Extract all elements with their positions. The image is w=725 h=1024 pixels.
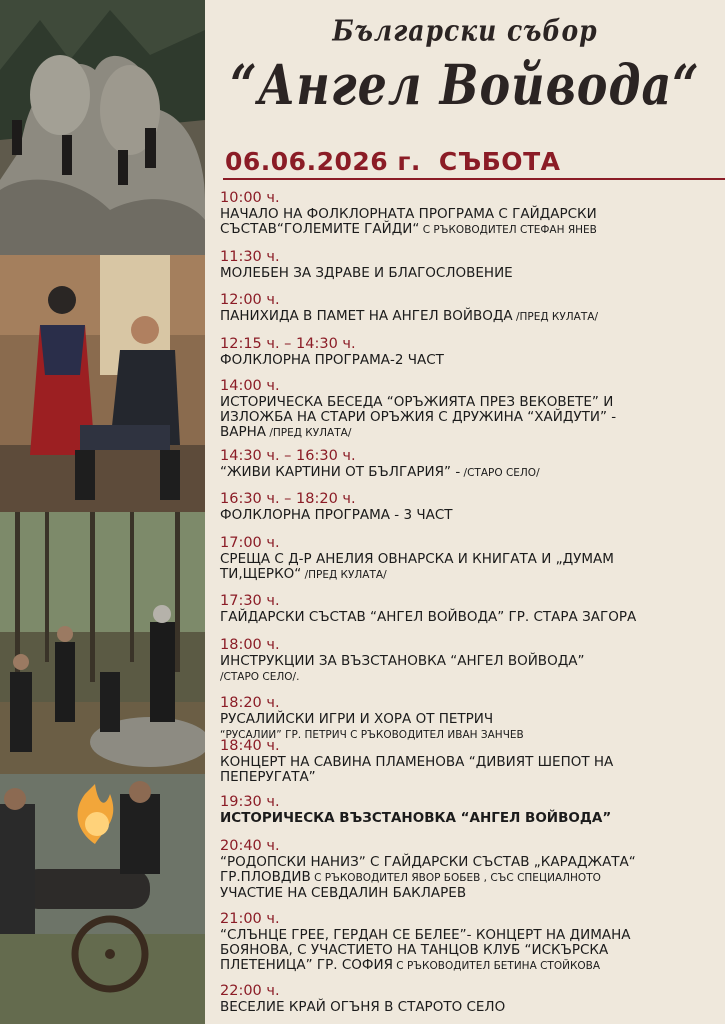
- description-text: ФОЛКЛОРНА ПРОГРАМА - 3 ЧАСТ: [220, 507, 453, 523]
- description-line: [220, 425, 720, 441]
- description-text: ГР.ПЛОВДИВ: [220, 869, 311, 885]
- description-line: [220, 508, 720, 523]
- photo-haiduti-in-forest: [0, 512, 205, 774]
- program-description: [220, 1000, 720, 1015]
- description-line: [220, 222, 720, 238]
- description-text: ПЛЕТЕНИЦА” ГР. СОФИЯ: [220, 957, 393, 973]
- date-weekday: СЪБОТА: [438, 147, 561, 176]
- photo-column: [0, 0, 205, 1024]
- program-time: 17:00 ч.: [220, 535, 280, 551]
- description-line: [220, 870, 720, 886]
- program-time: 18:40 ч.: [220, 738, 280, 754]
- program-item: [220, 336, 720, 368]
- description-text: ТИ,ЩЕРКО“: [220, 566, 302, 582]
- description-line: [220, 943, 720, 958]
- program-item: [220, 535, 720, 583]
- program-item: [220, 983, 720, 1015]
- program-description: [220, 395, 720, 441]
- description-line: [220, 353, 720, 368]
- description-line: [220, 1000, 720, 1015]
- program-description: [220, 309, 720, 325]
- program-item: [220, 738, 720, 785]
- description-text: “РОДОПСКИ НАНИЗˮ С ГАЙДАРСКИ СЪСТАВ „КАРАДЖАТА“: [220, 854, 636, 870]
- program-item: [220, 911, 720, 974]
- description-line: [220, 958, 720, 974]
- program-description: [220, 855, 720, 901]
- program-description: [220, 508, 720, 523]
- description-text: ПАНИХИДА В ПАМЕТ НА АНГЕЛ ВОЙВОДА: [220, 308, 513, 324]
- program-item: [220, 593, 720, 625]
- program-description: [220, 552, 720, 583]
- program-item: [220, 794, 720, 826]
- description-line: [220, 395, 720, 410]
- program-item: [220, 695, 720, 743]
- photo-couple-in-costumes: [0, 255, 205, 512]
- program-description: [220, 353, 720, 368]
- program-item: [220, 491, 720, 523]
- description-line: [220, 669, 720, 685]
- program-time: 14:00 ч.: [220, 378, 280, 394]
- program-description: [220, 755, 720, 785]
- date-divider: [223, 178, 725, 180]
- program-item: [220, 838, 720, 901]
- program-time: 18:20 ч.: [220, 695, 280, 711]
- event-subtitle: Български събор: [332, 13, 598, 48]
- description-text: ГАЙДАРСКИ СЪСТАВ “АНГЕЛ ВОЙВОДА” ГР. СТАРА ЗАГОРА: [220, 609, 637, 625]
- event-title: “Ангел Войвода“: [230, 52, 700, 118]
- date-day: 06.06.2026 г.: [225, 147, 421, 176]
- description-note: “РУСАЛИИ” ГР. ПЕТРИЧ С РЪКОВОДИТЕЛ ИВАН ЗАНЧЕВ: [220, 729, 524, 741]
- description-note: , СЪС СПЕЦИАЛНОТО: [480, 872, 601, 884]
- program-time: 19:30 ч.: [220, 794, 280, 810]
- description-note: С РЪКОВОДИТЕЛ БЕТИНА СТОЙКОВА: [392, 960, 601, 972]
- description-line: [220, 410, 720, 425]
- description-text: ВАРНА: [220, 424, 267, 440]
- program-time: 21:00 ч.: [220, 911, 280, 927]
- program-time: 18:00 ч.: [220, 637, 280, 653]
- description-text: ИЗЛОЖБА НА СТАРИ ОРЪЖИЯ С ДРУЖИНА “ХАЙДУТИ” -: [220, 409, 617, 425]
- description-text: ИНСТРУКЦИИ ЗА ВЪЗСТАНОВКА “АНГЕЛ ВОЙВОДА”: [220, 653, 585, 669]
- program-time: 12:00 ч.: [220, 292, 280, 308]
- program-item: [220, 249, 720, 281]
- program-item: [220, 448, 720, 481]
- program-description: [220, 928, 720, 974]
- description-text: ИСТОРИЧЕСКА ВЪЗСТАНОВКА “АНГЕЛ ВОЙВОДА”: [220, 810, 612, 826]
- description-line: [220, 770, 720, 785]
- description-text: УЧАСТИЕ НА СЕВДАЛИН БАКЛАРЕВ: [220, 885, 467, 901]
- program-item: [220, 292, 720, 325]
- program-time: 22:00 ч.: [220, 983, 280, 999]
- description-text: БОЯНОВА, С УЧАСТИЕТО НА ТАНЦОВ КЛУБ “ИСКЪРСКА: [220, 942, 609, 958]
- description-note: /ПРЕД КУЛАТА/: [266, 427, 352, 439]
- description-text: “ЖИВИ КАРТИНИ ОТ БЪЛГАРИЯ” -: [220, 464, 461, 480]
- description-line: [220, 610, 720, 625]
- program-time: 12:15 ч. – 14:30 ч.: [220, 336, 356, 352]
- program-description: [220, 207, 720, 238]
- description-text: РУСАЛИЙСКИ ИГРИ И ХОРА ОТ ПЕТРИЧ: [220, 711, 494, 727]
- description-line: [220, 465, 720, 481]
- description-note: С РЪКОВОДИТЕЛ СТЕФАН ЯНЕВ: [419, 224, 597, 236]
- description-note: С РЪКОВОДИТЕЛ ЯВОР БОБЕВ: [310, 872, 481, 884]
- description-line: [220, 928, 720, 943]
- description-text: ВЕСЕЛИЕ КРАЙ ОГЪНЯ В СТАРОТО СЕЛО: [220, 999, 506, 1015]
- photo-haiduti-on-rocks: [0, 0, 205, 255]
- description-note: /ПРЕД КУЛАТА/: [512, 311, 598, 323]
- description-text: СРЕЩА С Д-Р АНЕЛИЯ ОВНАРСКА И КНИГАТА И „ДУМАМ: [220, 551, 614, 567]
- description-text: “СЛЪНЦЕ ГРЕЕ, ГЕРДАН СЕ БЕЛЕЕ”- КОНЦЕРТ НА ДИМАНА: [220, 927, 631, 943]
- description-line: [220, 207, 720, 222]
- description-text: ПЕПЕРУГАТА”: [220, 769, 316, 785]
- program-description: [220, 654, 720, 685]
- description-text: СЪСТАВ“ГОЛЕМИТЕ ГАЙДИ“: [220, 221, 420, 237]
- description-line: [220, 886, 720, 901]
- description-line: [220, 712, 720, 727]
- program-description: [220, 610, 720, 625]
- program-time: 16:30 ч. – 18:20 ч.: [220, 491, 356, 507]
- description-line: [220, 266, 720, 281]
- description-text: НАЧАЛО НА ФОЛКЛОРНАТА ПРОГРАМА С ГАЙДАРСКИ: [220, 206, 597, 222]
- program-item: [220, 637, 720, 685]
- description-note: /СТАРО СЕЛО/: [460, 467, 540, 479]
- description-line: [220, 567, 720, 583]
- program-panel: [205, 0, 725, 1024]
- program-description: [220, 465, 720, 481]
- program-time: 14:30 ч. – 16:30 ч.: [220, 448, 356, 464]
- program-item: [220, 190, 720, 238]
- program-time: 20:40 ч.: [220, 838, 280, 854]
- program-item: [220, 378, 720, 441]
- photo-cannon-fire: [0, 774, 205, 1024]
- description-note: /ПРЕД КУЛАТА/: [301, 569, 387, 581]
- description-text: КОНЦЕРТ НА САВИНА ПЛАМЕНОВА “ДИВИЯТ ШЕПОТ НА: [220, 754, 614, 770]
- program-description: [220, 811, 720, 826]
- description-text: ФОЛКЛОРНА ПРОГРАМА-2 ЧАСТ: [220, 352, 444, 368]
- program-time: 17:30 ч.: [220, 593, 280, 609]
- description-line: [220, 855, 720, 870]
- event-date: [225, 147, 560, 176]
- description-text: ИСТОРИЧЕСКА БЕСЕДА “ОРЪЖИЯТА ПРЕЗ ВЕКОВЕТЕ” И: [220, 394, 614, 410]
- description-line: [220, 552, 720, 567]
- program-description: [220, 266, 720, 281]
- description-line: [220, 755, 720, 770]
- program-time: 11:30 ч.: [220, 249, 280, 265]
- description-note: /СТАРО СЕЛО/.: [220, 671, 300, 683]
- description-text: МОЛЕБЕН ЗА ЗДРАВЕ И БЛАГОСЛОВЕНИЕ: [220, 265, 513, 281]
- program-time: 10:00 ч.: [220, 190, 280, 206]
- description-line: [220, 811, 720, 826]
- description-line: [220, 654, 720, 669]
- description-line: [220, 309, 720, 325]
